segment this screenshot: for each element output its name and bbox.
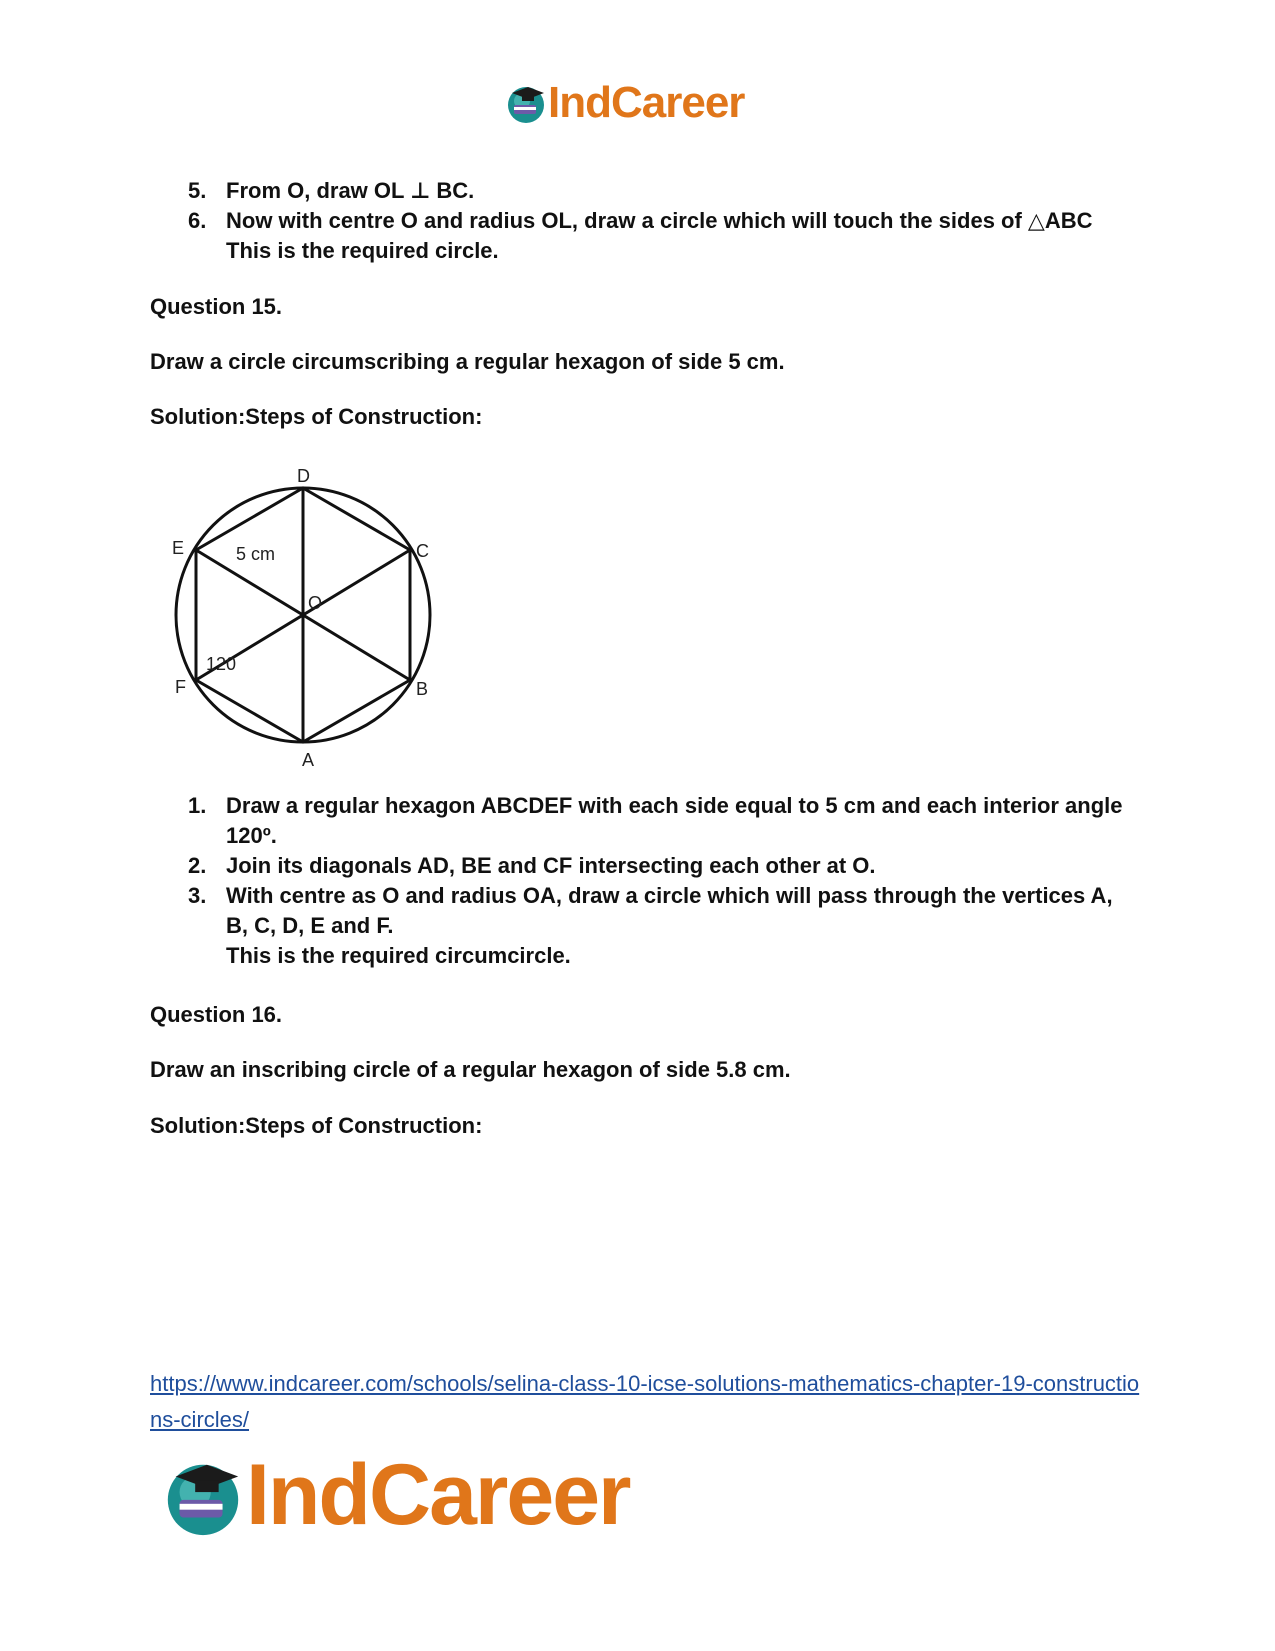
question-16-heading: Question 16.: [150, 1002, 283, 1027]
header-logo-text: IndCareer: [548, 78, 745, 127]
list-item: 6. Now with centre O and radius OL, draw a circle which will touch the sides of △ABC This is the required circle.: [188, 208, 1093, 263]
list-item: 3. With centre as O and radius OA, draw a circle which will pass through the vertices A, B, C, D, E and F. This is the required circumcircle.: [188, 883, 1113, 968]
question-15-text: Draw a circle circumscribing a regular hexagon of side 5 cm.: [150, 349, 785, 374]
angle-label: 120: [206, 654, 237, 674]
source-url-link[interactable]: https://www.indcareer.com/schools/selina-class-10-icse-solutions-mathematics-chapter-19-constructions-circles/: [150, 1371, 1140, 1432]
footer-logo-text: IndCareer: [246, 1447, 630, 1543]
label-o: O: [308, 593, 323, 613]
question-15-steps-list: [150, 791, 1140, 971]
label-f: F: [175, 677, 186, 697]
question-15-heading: Question 15.: [150, 294, 283, 319]
label-b: B: [416, 679, 429, 699]
label-c: C: [416, 541, 429, 561]
footer-logo: [160, 1446, 630, 1545]
side-length-label: 5 cm: [236, 544, 276, 564]
list-item: 2. Join its diagonals AD, BE and CF intersecting each other at O.: [188, 853, 876, 878]
question-16-solution-heading: Solution:Steps of Construction:: [150, 1113, 483, 1138]
list-item: 5. From O, draw OL ⊥ BC.: [188, 178, 475, 203]
globe-grad-cap-icon: [160, 1453, 246, 1539]
question-16-text: Draw an inscribing circle of a regular hexagon of side 5.8 cm.: [150, 1057, 791, 1082]
list-item: 1. Draw a regular hexagon ABCDEF with each side equal to 5 cm and each interior angle 120º.: [188, 793, 1123, 848]
header-logo: [504, 78, 744, 128]
label-d: D: [297, 466, 310, 486]
label-a: A: [302, 750, 315, 770]
label-e: E: [172, 538, 185, 558]
question-15-solution-heading: Solution:Steps of Construction:: [150, 404, 483, 429]
globe-grad-cap-icon: [504, 81, 548, 125]
prev-steps-list: [150, 176, 1140, 266]
hexagon-circumcircle-figure: [160, 460, 450, 770]
